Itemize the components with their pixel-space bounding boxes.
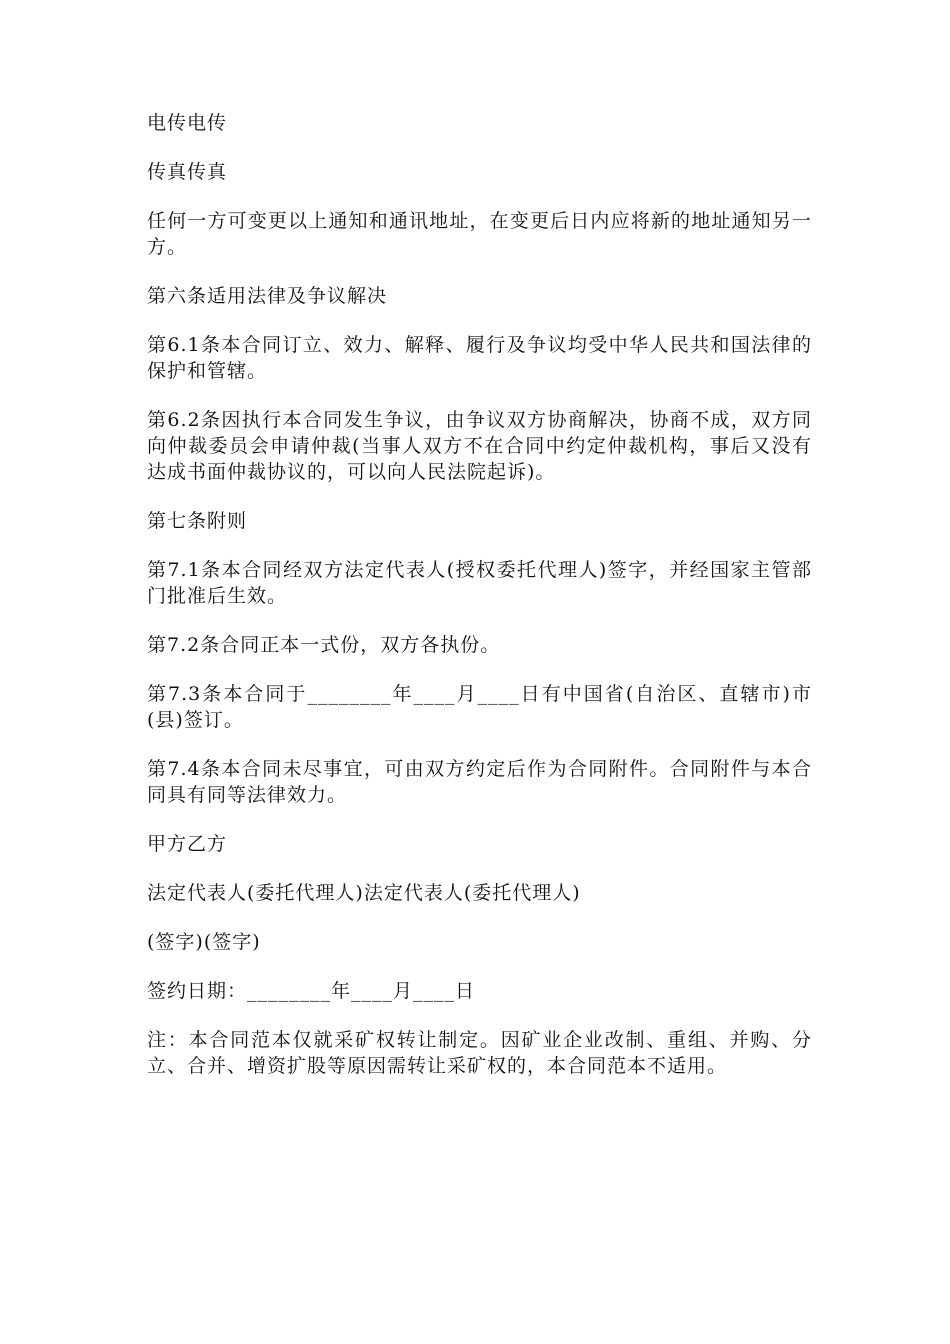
clause-7-2: 第7.2条合同正本一式份，双方各执份。 — [147, 634, 501, 656]
clause-6-2: 第6.2条因执行本合同发生争议，由争议双方协商解决，协商不成，双方同向仲裁委员会申请仲裁(当事人双方不在合同中约定仲裁机构，事后又没有达成书面仲裁协议的，可以向人民法院起诉)。 — [147, 409, 812, 483]
paragraph-fax: 传真传真 — [147, 161, 228, 183]
clause-7-3: 第7.3条本合同于________年____月____日有中国省(自治区、直辖市)市(县)签订。 — [147, 683, 812, 731]
document-body — [147, 110, 812, 1102]
signature-labels: (签字)(签字) — [147, 931, 261, 953]
representative-labels: 法定代表人(委托代理人)法定代表人(委托代理人) — [147, 882, 581, 904]
party-labels: 甲方乙方 — [147, 833, 228, 855]
article-6-heading: 第六条适用法律及争议解决 — [147, 285, 388, 307]
article-7-heading: 第七条附则 — [147, 510, 248, 532]
signing-date: 签约日期：________年____月____日 — [147, 980, 476, 1002]
paragraph-telegraph: 电传电传 — [147, 112, 228, 134]
clause-7-1: 第7.1条本合同经双方法定代表人(授权委托代理人)签字，并经国家主管部门批准后生效。 — [147, 559, 812, 607]
clause-6-1: 第6.1条本合同订立、效力、解释、履行及争议均受中华人民共和国法律的保护和管辖。 — [147, 334, 812, 382]
paragraph-address-change: 任何一方可变更以上通知和通讯地址，在变更后日内应将新的地址通知另一方。 — [147, 210, 812, 258]
clause-7-4: 第7.4条本合同未尽事宜，可由双方约定后作为合同附件。合同附件与本合同具有同等法律效力。 — [147, 758, 812, 806]
footnote: 注：本合同范本仅就采矿权转让制定。因矿业企业改制、重组、并购、分立、合并、增资扩股等原因需转让采矿权的，本合同范本不适用。 — [147, 1029, 812, 1077]
